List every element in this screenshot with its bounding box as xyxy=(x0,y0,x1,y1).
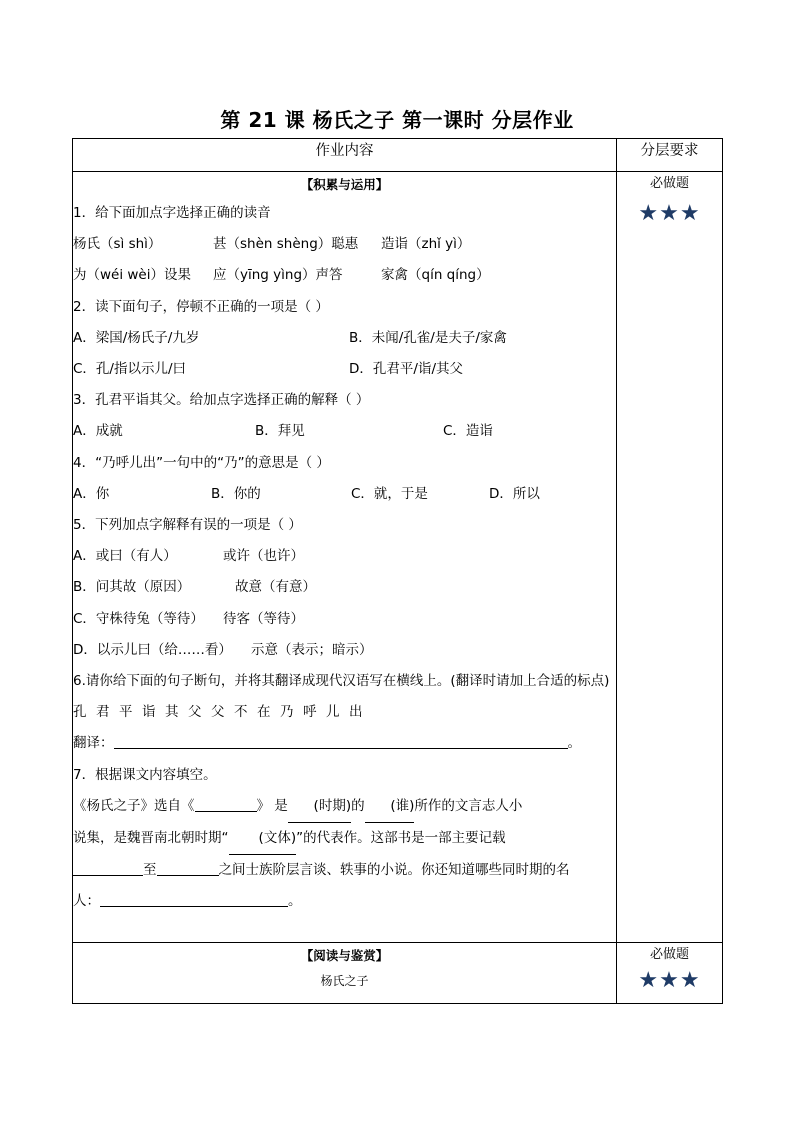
q2: 2．读下面句子，停顿不正确的一项是（ ） xyxy=(73,298,329,315)
q1-item: 甚（shèn shèng）聪惠 xyxy=(213,236,359,253)
q4-option: B．你的 xyxy=(211,485,261,502)
q5-word: C．守株待兔（等待） xyxy=(73,610,204,627)
q7-blank-to[interactable] xyxy=(157,860,219,876)
header-content: 作业内容 xyxy=(73,139,617,172)
q2-row2 xyxy=(73,354,616,385)
q7-blank-genre[interactable] xyxy=(229,823,297,855)
section1-level xyxy=(617,172,723,943)
q7-text: ”的代表作。这部书是一部主要记载 xyxy=(296,830,506,847)
q6-translate-line xyxy=(73,728,616,759)
q1-item: 造诣（zhǐ yì） xyxy=(381,236,471,253)
q7-text: 之间士族阶层言谈、轶事的小说。你还知道哪些同时期的名 xyxy=(218,862,570,879)
q5-option-c xyxy=(73,604,616,635)
q5-meaning: 示意（表示；暗示） xyxy=(251,641,373,658)
q6-answer-blank[interactable] xyxy=(114,733,568,749)
q6: 6.请你给下面的句子断句，并将其翻译成现代汉语写在横线上。(翻译时请加上合适的标点) xyxy=(73,673,610,690)
section2-row xyxy=(73,943,723,1004)
star-rating: ★★★ xyxy=(638,968,701,993)
q7-text: 。 xyxy=(288,893,302,910)
q7-blank-names[interactable] xyxy=(100,891,288,907)
q1-item: 为（wéi wèi）设果 xyxy=(73,267,191,284)
q4: 4．“乃呼儿出”一句中的“乃”的意思是（ ） xyxy=(73,454,330,471)
q2-row1 xyxy=(73,323,616,354)
q7-line2 xyxy=(73,823,616,855)
q5-word: B．问其故（原因） xyxy=(73,579,191,596)
q7-blank-period[interactable] xyxy=(288,791,351,823)
q7-text: 至 xyxy=(143,862,157,879)
star-rating: ★★★ xyxy=(638,201,701,226)
section1-heading: 【积累与运用】 xyxy=(300,177,389,192)
homework-table xyxy=(72,138,723,1004)
header-row xyxy=(73,139,723,172)
q5-word: D．以示儿曰（给……看） xyxy=(73,641,232,658)
q7-line1 xyxy=(73,791,616,823)
q7-hint: (时期) xyxy=(313,797,352,814)
page-title: 第 21 课 杨氏之子 第一课时 分层作业 xyxy=(220,108,574,132)
q7-text: 的 xyxy=(351,797,365,814)
q7-text: 说集，是魏晋南北朝时期“ xyxy=(73,830,229,847)
q7-line3 xyxy=(73,855,616,886)
q6-end-mark: 。 xyxy=(567,735,581,752)
q7-hint: (谁) xyxy=(390,797,415,814)
q2-option-a: A．梁国/杨氏子/九岁 xyxy=(73,329,200,346)
q2-option-c: C．孔/指以示儿/曰 xyxy=(73,361,187,378)
q7-blank-book[interactable] xyxy=(195,796,257,812)
q1-row2 xyxy=(73,260,616,291)
q7-blank-from[interactable] xyxy=(73,860,143,876)
q1-row1 xyxy=(73,229,616,260)
q3-options xyxy=(73,416,616,447)
q5-option-d xyxy=(73,635,616,666)
section2-heading: 【阅读与鉴赏】 xyxy=(300,948,389,963)
q7-text: 所作的文言志人小 xyxy=(414,797,523,814)
q4-option: C．就，于是 xyxy=(351,485,428,502)
section2-level xyxy=(617,943,723,1004)
q7: 7．根据课文内容填空。 xyxy=(73,766,217,783)
q5-meaning: 故意（有意） xyxy=(235,579,316,596)
q5-word: A．或曰（有人） xyxy=(73,548,177,565)
q3-option: A．成就 xyxy=(73,423,123,440)
q1: 1．给下面加点字选择正确的读音 xyxy=(73,205,271,221)
q3: 3．孔君平诣其父。给加点字选择正确的解释（ ） xyxy=(73,392,370,409)
header-level: 分层要求 xyxy=(617,139,723,172)
q2-option-b: B．未闻/孔雀/是夫子/家禽 xyxy=(349,329,507,346)
q3-option: C．造诣 xyxy=(443,423,493,440)
section2-subtitle: 杨氏之子 xyxy=(320,974,369,988)
section2-content xyxy=(73,943,617,1004)
q7-blank-author[interactable] xyxy=(365,791,415,823)
q5-option-b xyxy=(73,572,616,603)
q4-option: D．所以 xyxy=(489,485,540,502)
q4-options xyxy=(73,479,616,510)
section1-row xyxy=(73,172,723,943)
q1-item: 应（yīng yìng）声答 xyxy=(213,267,343,284)
q6-translate-label: 翻译： xyxy=(73,735,114,752)
q7-text: 《杨氏之子》选自《 xyxy=(73,797,195,814)
q1-item: 家禽（qín qíng） xyxy=(381,267,490,284)
q7-hint: (文体) xyxy=(258,830,297,847)
q3-option: B．拜见 xyxy=(255,423,305,440)
required-label: 必做题 xyxy=(649,947,689,962)
q5-meaning: 待客（等待） xyxy=(223,610,304,627)
q4-option: A．你 xyxy=(73,485,110,502)
q5-option-a xyxy=(73,541,616,572)
q5-meaning: 或许（也许） xyxy=(223,548,304,565)
q7-text: 》 是 xyxy=(256,797,288,814)
q1-item: 杨氏（sì shì） xyxy=(73,236,162,253)
q6-sentence: 孔君平诣其父父不在乃呼儿出 xyxy=(73,704,372,721)
q7-text: 人： xyxy=(73,893,100,910)
required-label: 必做题 xyxy=(649,176,689,191)
q7-line4 xyxy=(73,886,616,917)
q5: 5．下列加点字解释有误的一项是（ ） xyxy=(73,517,302,534)
q2-option-d: D．孔君平/诣/其父 xyxy=(349,361,463,378)
section1-content xyxy=(73,172,617,943)
